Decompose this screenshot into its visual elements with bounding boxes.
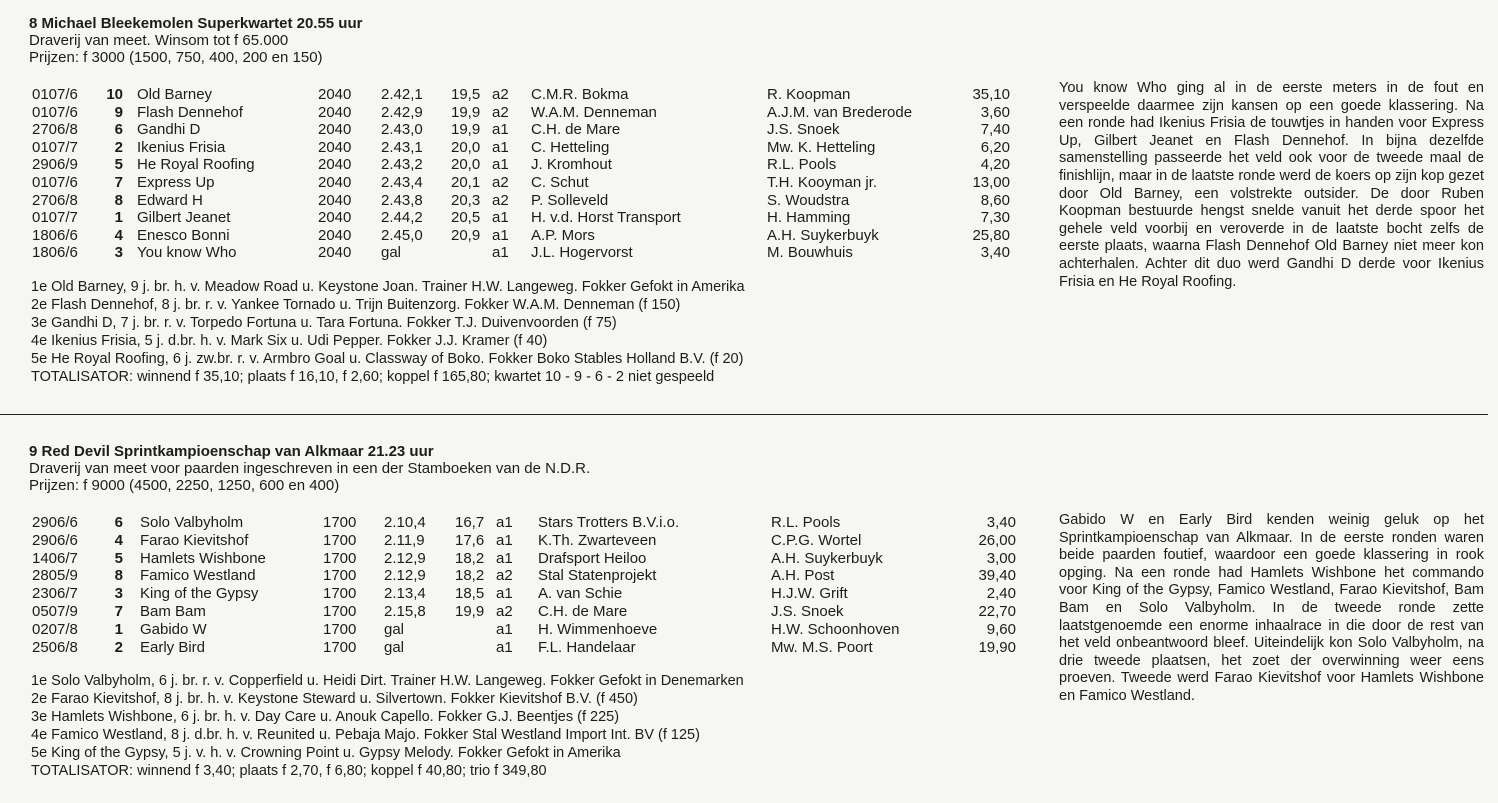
- horse-name: Ikenius Frisia: [137, 138, 226, 156]
- driver-name: Mw. M.S. Poort: [771, 638, 873, 656]
- race-time: gal: [384, 638, 405, 656]
- km-time: 16,7: [455, 514, 485, 531]
- distance: 1700: [323, 585, 357, 603]
- race-subtitle: Draverij van meet. Winsom tot f 65.000: [29, 32, 289, 49]
- driver-name: S. Woudstra: [767, 191, 850, 209]
- entry-date: 2906/6: [32, 514, 78, 531]
- owner-name: F.L. Handelaar: [538, 638, 636, 656]
- entry-number: 1: [114, 620, 123, 638]
- odds-value: 25,80: [972, 226, 1010, 244]
- results-list: [31, 672, 744, 780]
- distance: 2040: [318, 191, 352, 209]
- driver-name: J.S. Snoek: [771, 603, 844, 620]
- entry-number: 8: [114, 567, 123, 585]
- start-code: a1: [492, 244, 509, 262]
- start-code: a1: [496, 514, 513, 531]
- distance: 2040: [318, 209, 352, 227]
- owner-name: K.Th. Zwarteveen: [538, 531, 657, 549]
- distance: 2040: [318, 138, 352, 156]
- race-time: 2.43,4: [381, 174, 423, 191]
- owner-name: W.A.M. Denneman: [531, 103, 657, 121]
- owner-name: C.H. de Mare: [531, 121, 621, 139]
- entry-date: 0507/9: [32, 603, 78, 620]
- entry-number: 5: [114, 156, 123, 174]
- entry-row: [0, 514, 1040, 532]
- distance: 2040: [318, 86, 352, 103]
- start-code: a1: [496, 531, 513, 549]
- distance: 2040: [318, 244, 352, 262]
- entry-number: 2: [114, 638, 123, 656]
- driver-name: J.S. Snoek: [767, 121, 840, 139]
- owner-name: A.P. Mors: [531, 226, 595, 244]
- distance: 1700: [323, 514, 357, 531]
- owner-name: Drafsport Heiloo: [538, 549, 647, 567]
- section-divider: [0, 414, 1488, 415]
- km-time: 18,2: [455, 567, 485, 585]
- entry-number: 7: [114, 603, 123, 620]
- distance: 1700: [323, 531, 357, 549]
- start-code: a2: [496, 567, 513, 585]
- distance: 2040: [318, 103, 352, 121]
- owner-name: J. Kromhout: [531, 156, 612, 174]
- race-time: 2.12,9: [384, 567, 426, 585]
- entry-date: 1806/6: [32, 226, 78, 244]
- km-time: 17,6: [455, 531, 485, 549]
- entry-number: 5: [114, 549, 123, 567]
- entry-date: 0207/8: [32, 620, 78, 638]
- start-code: a1: [492, 226, 509, 244]
- driver-name: A.H. Suykerbuyk: [767, 226, 879, 244]
- odds-value: 6,20: [980, 138, 1010, 156]
- entry-number: 6: [114, 121, 123, 139]
- driver-name: R.L. Pools: [767, 156, 837, 174]
- entry-number: 2: [114, 138, 123, 156]
- horse-name: Hamlets Wishbone: [140, 549, 266, 567]
- owner-name: Stal Statenprojekt: [538, 567, 657, 585]
- odds-value: 9,60: [986, 620, 1016, 638]
- horse-name: Bam Bam: [140, 603, 206, 620]
- odds-value: 22,70: [978, 603, 1016, 620]
- race-title: 9 Red Devil Sprintkampioenschap van Alkmaar 21.23 uur: [29, 443, 434, 460]
- entry-date: 2906/6: [32, 531, 78, 549]
- km-time: 18,5: [455, 585, 485, 603]
- entry-date: 0107/6: [32, 103, 78, 121]
- entry-date: 2506/8: [32, 638, 78, 656]
- entry-row: [0, 174, 1040, 192]
- horse-name: King of the Gypsy: [140, 585, 259, 603]
- race-time: 2.43,0: [381, 121, 423, 139]
- odds-value: 4,20: [980, 156, 1010, 174]
- km-time: 19,9: [451, 121, 481, 139]
- entry-date: 2706/8: [32, 191, 78, 209]
- start-code: a2: [492, 174, 509, 191]
- entry-date: 0107/6: [32, 86, 78, 103]
- distance: 1700: [323, 567, 357, 585]
- distance: 2040: [318, 156, 352, 174]
- odds-value: 3,60: [980, 103, 1010, 121]
- horse-name: Enesco Bonni: [137, 226, 230, 244]
- entry-number: 1: [114, 209, 123, 227]
- result-line: 5e He Royal Roofing, 6 j. zw.br. r. v. Armbro Goal u. Classway of Boko. Fokker Boko Stables Holland B.V. (f 20): [31, 351, 744, 367]
- horse-name: Edward H: [137, 191, 203, 209]
- km-time: 19,9: [455, 603, 485, 620]
- horse-name: You know Who: [137, 244, 237, 262]
- totalisator-line: TOTALISATOR: winnend f 35,10; plaats f 16,10, f 2,60; koppel f 165,80; kwartet 10 - 9 - 6 - 2 niet gespeeld: [31, 369, 715, 385]
- driver-name: A.H. Post: [771, 567, 835, 585]
- race-time: 2.45,0: [381, 226, 423, 244]
- driver-name: C.P.G. Wortel: [771, 531, 862, 549]
- entry-row: [0, 603, 1040, 621]
- race-commentary: You know Who ging al in de eerste meters in de fout en verspeelde daarmee zijn kansen op een goede klassering. Na een ronde had Ikenius Frisia de touwtjes in handen voor Express Up, Gilbert Jeanet en Flash Dennehof. In bijna dezelfde samenstelling passeerde het veld ook voor de tweede maal de finishlijn, maar in de laatste ronde werd de koers op zijn kop gezet door Old Barney, een volstrekte outsider. De door Ruben Koopman bestuurde hengst snelde vanuit het derde spoor het gehele veld voorbij en veroverde in de laatste bocht zelfs de eerste plaats, waarna Flash Dennehof Old Barney niet meer kon achterhalen. Achter dit duo werd Gandhi D derde voor Ikenius Frisia en He Royal Roofing.: [1059, 80, 1484, 290]
- result-line: 4e Ikenius Frisia, 5 j. d.br. h. v. Mark Six u. Udi Pepper. Fokker J.J. Kramer (f 40): [31, 333, 548, 349]
- start-code: a2: [496, 603, 513, 620]
- entry-row: [0, 209, 1040, 227]
- entry-row: [0, 121, 1040, 139]
- odds-value: 3,40: [986, 514, 1016, 531]
- race-prizes: Prijzen: f 3000 (1500, 750, 400, 200 en 150): [29, 49, 323, 66]
- km-time: 20,9: [451, 226, 481, 244]
- km-time: 19,9: [451, 103, 481, 121]
- entry-number: 7: [114, 174, 123, 191]
- distance: 2040: [318, 174, 352, 191]
- horse-name: Express Up: [137, 174, 215, 191]
- entry-row: [0, 227, 1040, 245]
- race-time: 2.42,1: [381, 86, 423, 103]
- entry-row: [0, 567, 1040, 585]
- entry-row: [0, 139, 1040, 157]
- entry-number: 4: [114, 531, 123, 549]
- odds-value: 3,40: [980, 244, 1010, 262]
- driver-name: A.J.M. van Brederode: [767, 103, 913, 121]
- result-line: 1e Old Barney, 9 j. br. h. v. Meadow Road u. Keystone Joan. Trainer H.W. Langeweg. Fokker Gefokt in Amerika: [31, 279, 745, 295]
- odds-value: 13,00: [972, 174, 1010, 191]
- horse-name: Gilbert Jeanet: [137, 209, 231, 227]
- entry-row: [0, 585, 1040, 603]
- distance: 1700: [323, 603, 357, 620]
- race-time: 2.13,4: [384, 585, 426, 603]
- distance: 2040: [318, 226, 352, 244]
- owner-name: C. Hetteling: [531, 138, 610, 156]
- distance: 1700: [323, 620, 357, 638]
- race-subtitle: Draverij van meet voor paarden ingeschreven in een der Stamboeken van de N.D.R.: [29, 460, 591, 477]
- start-code: a1: [496, 638, 513, 656]
- race-time: 2.44,2: [381, 209, 423, 227]
- odds-value: 7,30: [980, 209, 1010, 227]
- entry-date: 2805/9: [32, 567, 78, 585]
- driver-name: T.H. Kooyman jr.: [767, 174, 878, 191]
- start-code: a1: [496, 620, 513, 638]
- race-header: [29, 443, 590, 494]
- distance: 1700: [323, 549, 357, 567]
- distance: 1700: [323, 638, 357, 656]
- driver-name: M. Bouwhuis: [767, 244, 853, 262]
- horse-name: Flash Dennehof: [137, 103, 243, 121]
- race-commentary: Gabido W en Early Bird kenden weinig geluk op het Sprintkampioenschap van Alkmaar. In de eerste ronden waren beide paarden foutief, waardoor een goede klassering in rook opging. Na een ronde had Hamlets Wishbone het commando voor King of the Gypsy, Famico Westland, Farao Kievitshof, Bam Bam en Solo Valbyholm. In de tweede ronde zette laatstgenoemde een enorme inhaalrace in die door de rest van het veld onbeantwoord bleef. Uiteindelijk kon Solo Valbyholm, na drie tweede plaatsen, het zoet der overwinning weer eens proeven. Tweede werd Farao Kievitshof voor Hamlets Wishbone en Famico Westland.: [1059, 512, 1484, 704]
- race-header: [29, 15, 362, 66]
- race-time: 2.43,1: [381, 138, 423, 156]
- horse-name: Farao Kievitshof: [140, 531, 249, 549]
- owner-name: Stars Trotters B.V.i.o.: [538, 514, 680, 531]
- entry-date: 2306/7: [32, 585, 78, 603]
- start-code: a1: [496, 549, 513, 567]
- km-time: 20,1: [451, 174, 481, 191]
- owner-name: C.M.R. Bokma: [531, 86, 629, 103]
- odds-value: 3,00: [986, 549, 1016, 567]
- race-time: 2.42,9: [381, 103, 423, 121]
- entry-row: [0, 192, 1040, 210]
- race-time: 2.43,8: [381, 191, 423, 209]
- race-time: gal: [381, 244, 402, 262]
- entry-row: [0, 156, 1040, 174]
- race-time: 2.15,8: [384, 603, 426, 620]
- start-code: a1: [492, 138, 509, 156]
- driver-name: H.J.W. Grift: [771, 585, 848, 603]
- owner-name: P. Solleveld: [531, 191, 609, 209]
- owner-name: H. Wimmenhoeve: [538, 620, 658, 638]
- entry-row: [0, 550, 1040, 568]
- start-code: a1: [492, 121, 509, 139]
- horse-name: Gandhi D: [137, 121, 201, 139]
- horse-name: Early Bird: [140, 638, 206, 656]
- race-title: 8 Michael Bleekemolen Superkwartet 20.55 uur: [29, 15, 363, 32]
- entry-number: 4: [114, 226, 123, 244]
- owner-name: H. v.d. Horst Transport: [531, 209, 681, 227]
- start-code: a1: [492, 156, 509, 174]
- distance: 2040: [318, 121, 352, 139]
- horse-name: He Royal Roofing: [137, 156, 255, 174]
- start-code: a1: [496, 585, 513, 603]
- odds-value: 7,40: [980, 121, 1010, 139]
- entry-number: 3: [114, 585, 123, 603]
- km-time: 20,3: [451, 191, 481, 209]
- result-line: 1e Solo Valbyholm, 6 j. br. r. v. Copperfield u. Heidi Dirt. Trainer H.W. Langeweg. Fokker Gefokt in Denemarken: [31, 673, 744, 689]
- driver-name: Mw. K. Hetteling: [767, 138, 876, 156]
- odds-value: 39,40: [978, 567, 1016, 585]
- km-time: 18,2: [455, 549, 485, 567]
- result-line: 2e Farao Kievitshof, 8 j. br. h. v. Keystone Steward u. Silvertown. Fokker Kievitshof B.V. (f 450): [31, 691, 638, 707]
- entry-row: [0, 104, 1040, 122]
- result-line: 3e Hamlets Wishbone, 6 j. br. h. v. Day Care u. Anouk Capello. Fokker G.J. Beentjes (f 225): [31, 709, 620, 725]
- race-9-section: [0, 428, 1498, 803]
- race-time: 2.12,9: [384, 549, 426, 567]
- horse-name: Old Barney: [137, 86, 213, 103]
- entry-date: 2906/9: [32, 156, 78, 174]
- odds-value: 8,60: [980, 191, 1010, 209]
- entry-date: 0107/7: [32, 138, 78, 156]
- horse-name: Solo Valbyholm: [140, 514, 244, 531]
- totalisator-line: TOTALISATOR: winnend f 3,40; plaats f 2,70, f 6,80; koppel f 40,80; trio f 349,80: [31, 763, 547, 779]
- entry-row: [0, 621, 1040, 639]
- owner-name: A. van Schie: [538, 585, 623, 603]
- entry-date: 1406/7: [32, 549, 78, 567]
- entry-number: 8: [114, 191, 123, 209]
- start-code: a2: [492, 86, 509, 103]
- entry-number: 3: [114, 244, 123, 262]
- owner-name: J.L. Hogervorst: [531, 244, 633, 262]
- results-list: [31, 278, 745, 386]
- odds-value: 2,40: [986, 585, 1016, 603]
- entry-date: 0107/6: [32, 174, 78, 191]
- entry-date: 1806/6: [32, 244, 78, 262]
- horse-name: Gabido W: [140, 620, 207, 638]
- result-line: 3e Gandhi D, 7 j. br. r. v. Torpedo Fortuna u. Tara Fortuna. Fokker T.J. Duivenvoorden (f 75): [31, 315, 617, 331]
- result-line: 4e Famico Westland, 8 j. d.br. h. v. Reunited u. Pebaja Majo. Fokker Stal Westland Import Int. BV (f 125): [31, 727, 700, 743]
- entry-number: 10: [106, 86, 123, 103]
- horse-name: Famico Westland: [140, 567, 256, 585]
- entry-date: 2706/8: [32, 121, 78, 139]
- start-code: a2: [492, 103, 509, 121]
- start-code: a1: [492, 209, 509, 227]
- race-time: 2.11,9: [384, 531, 425, 549]
- driver-name: H. Hamming: [767, 209, 851, 227]
- driver-name: R.L. Pools: [771, 514, 841, 531]
- km-time: 20,0: [451, 156, 481, 174]
- driver-name: A.H. Suykerbuyk: [771, 549, 883, 567]
- owner-name: C.H. de Mare: [538, 603, 628, 620]
- result-line: 2e Flash Dennehof, 8 j. br. r. v. Yankee Tornado u. Trijn Buitenzorg. Fokker W.A.M. Denneman (f 150): [31, 297, 681, 313]
- entry-number: 9: [114, 103, 123, 121]
- entry-row: [0, 244, 1040, 262]
- entry-date: 0107/7: [32, 209, 78, 227]
- driver-name: H.W. Schoonhoven: [771, 620, 900, 638]
- km-time: 19,5: [451, 86, 481, 103]
- entry-number: 6: [114, 514, 123, 531]
- start-code: a2: [492, 191, 509, 209]
- entry-row: [0, 639, 1040, 657]
- entry-row: [0, 532, 1040, 550]
- result-line: 5e King of the Gypsy, 5 j. v. h. v. Crowning Point u. Gypsy Melody. Fokker Gefokt in Amerika: [31, 745, 621, 761]
- odds-value: 26,00: [978, 531, 1016, 549]
- owner-name: C. Schut: [531, 174, 589, 191]
- race-prizes: Prijzen: f 9000 (4500, 2250, 1250, 600 en 400): [29, 477, 340, 494]
- odds-value: 35,10: [972, 86, 1010, 103]
- entry-row: [0, 86, 1040, 104]
- odds-value: 19,90: [978, 638, 1016, 656]
- driver-name: R. Koopman: [767, 86, 851, 103]
- race-time: gal: [384, 620, 405, 638]
- km-time: 20,0: [451, 138, 481, 156]
- race-time: 2.10,4: [384, 514, 426, 531]
- km-time: 20,5: [451, 209, 481, 227]
- race-time: 2.43,2: [381, 156, 423, 174]
